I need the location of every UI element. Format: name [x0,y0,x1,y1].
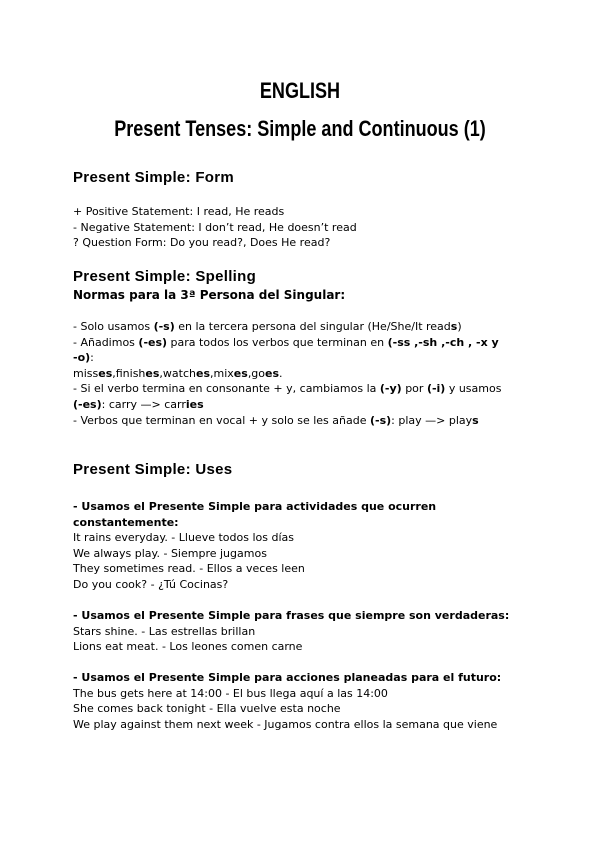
uses-group-truths [73,608,543,655]
rule-line-examples [73,366,543,382]
form-list [73,204,543,251]
spelling-rules [73,319,543,428]
spelling-heading: Present Simple: Spelling [73,268,257,285]
uses-group-title-cont: constantemente: [73,515,179,529]
suffix-segment: es [145,366,160,380]
word-segment: ,go [247,366,266,380]
document-subtitle: Present Tenses: Simple and Continuous (1) [114,116,486,141]
document-title: ENGLISH [259,78,341,103]
rule-line-2: - Añadimos (-es) para todos los verbos que terminan en (-ss ,-sh ,-ch , -x y [73,335,499,349]
uses-group-future [73,670,543,732]
uses-heading: Present Simple: Uses [73,461,233,478]
rule-line-1: - Solo usamos (-s) en la tercera persona del singular (He/She/It reads) [73,320,462,333]
example-line: We play against them next week - Jugamos contra ellos la semana que viene [73,717,498,731]
suffix-segment: es [196,366,211,380]
word-segment: ,mix [210,366,234,380]
word-segment: ,watch [159,366,196,380]
word-segment: . [279,366,283,380]
example-line: The bus gets here at 14:00 - El bus llega aquí a las 14:00 [73,686,388,700]
suffix-segment: es [98,366,113,380]
example-line: We always play. - Siempre jugamos [73,546,267,560]
word-segment: miss [73,366,99,380]
example-line: She comes back tonight - Ella vuelve esta noche [73,702,341,716]
rule-line-7: - Verbos que terminan en vocal + y solo se les añade (-s): play —> plays [73,413,479,427]
example-line: Lions eat meat. - Los leones comen carne [73,640,303,654]
example-line: They sometimes read. - Ellos a veces leen [73,562,305,576]
rule-line-3: -o): [73,351,94,365]
suffix-segment: es [233,366,248,380]
form-line-question: ? Question Form: Do you read?, Does He read? [73,236,331,250]
rule-line-5: - Si el verbo termina en consonante + y, cambiamos la (-y) por (-i) y usamos [73,382,502,396]
example-line: Do you cook? - ¿Tú Cocinas? [73,577,229,591]
form-heading: Present Simple: Form [73,169,235,186]
rule-line-6: (-es): carry —> carries [73,397,204,411]
uses-group-title: - Usamos el Presente Simple para frases que siempre son verdaderas: [73,609,510,622]
spelling-subheading: Normas para la 3ª Persona del Singular: [73,288,346,302]
form-line-positive: + Positive Statement: I read, He reads [73,205,285,218]
uses-group-title: - Usamos el Presente Simple para acciones planeadas para el futuro: [73,671,502,684]
word-segment: ,finish [112,366,146,380]
uses-group-title: - Usamos el Presente Simple para actividades que ocurren [73,500,437,513]
example-line: It rains everyday. - Llueve todos los días [73,531,294,545]
suffix-segment: es [265,366,280,380]
example-line: Stars shine. - Las estrellas brillan [73,624,256,638]
form-line-negative: - Negative Statement: I don’t read, He doesn’t read [73,220,357,234]
uses-group-constant [73,499,543,593]
